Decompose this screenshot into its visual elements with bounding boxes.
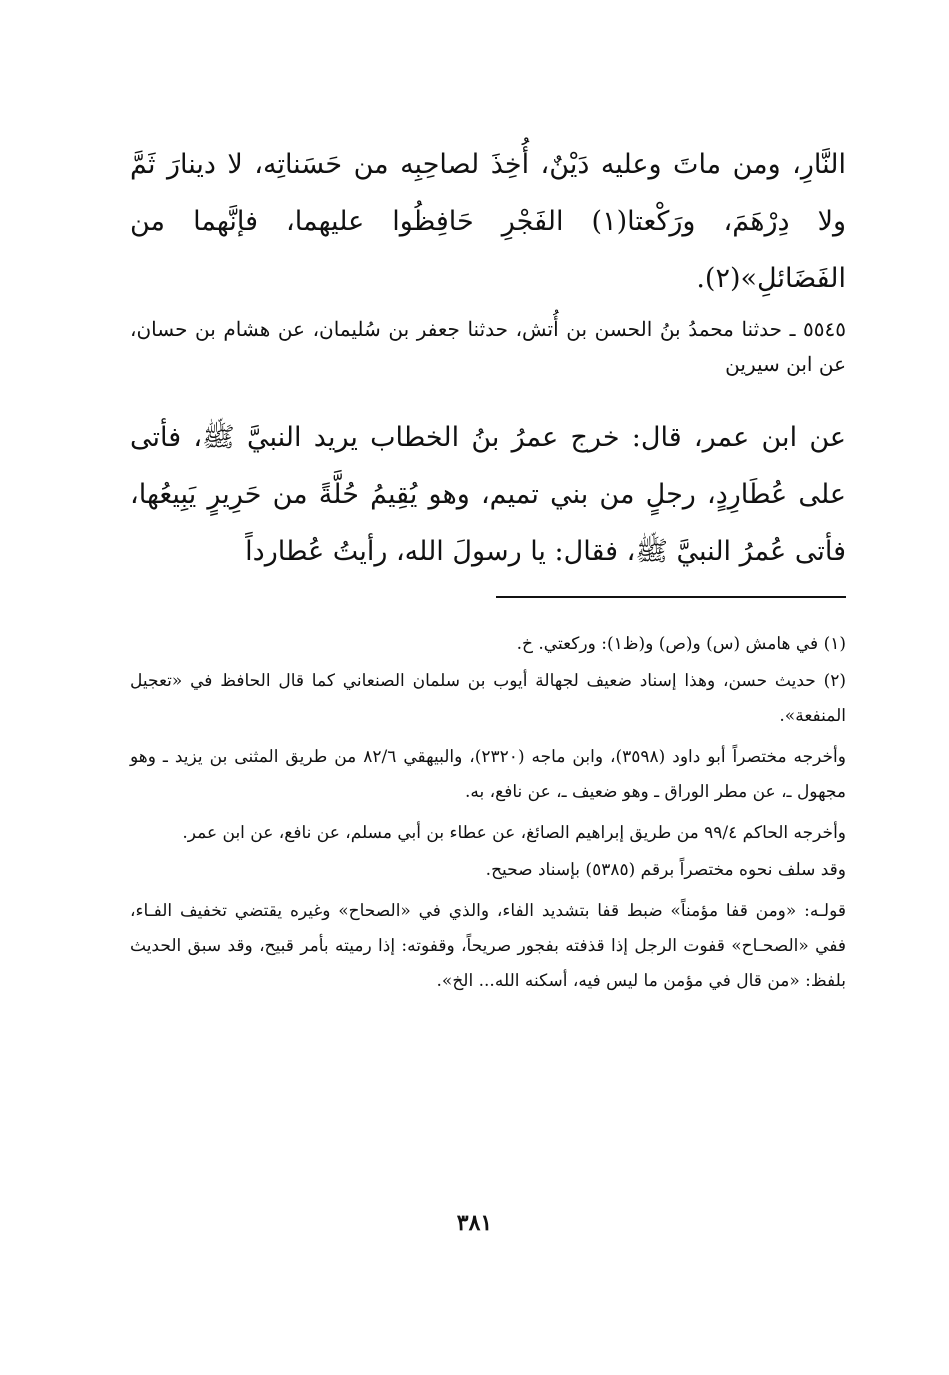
footnote-1: (١) في هامش (س) و(ص) و(ظ١): وركعتي. خ. [516,634,846,654]
footnote-2-explanation: قولـه: «ومن قفا مؤمناً» ضبط قفا بتشديد الفاء، والذي في «الصحاح» وغيره يقتضي تخفيف الفـاء، ففي «الصحـاح» قفوت الرجل إذا قذفته بفجور صريحاً، وقفوته: إذا رميته بأمر قبيح، وقد سبق الحديث بلفظ: «من قال في مؤمن ما ليس فيه، أسكنه الله... الخ». [130,901,846,991]
footnote-2-takhrij-1: وأخرجه مختصراً أبو داود (٣٥٩٨)، وابن ماجه (٢٣٢٠)، والبيهقي ٨٢/٦ من طريق المثنى بن يزيد ـ وهو مجهول ـ، عن مطر الوراق ـ وهو ضعيف ـ، عن نافع، به. [130,747,846,802]
body-text: النَّارِ، ومن ماتَ وعليه دَيْنٌ، أُخِذَ لصاحِبِه من حَسَناتِه، لا دينارَ ثَمَّ ولا دِرْهَمَ، ورَكْعتا(١) الفَجْرِ حَافِظُوا عليهما، فإنَّهما من الفَضَائلِ»(٢). [130,149,847,294]
body-paragraph-continuation [130,136,846,307]
footnote-divider [496,596,846,598]
hadith-number-chain: ٥٥٤٥ ـ حدثنا محمدُ بنُ الحسن بن أُتش، حدثنا جعفر بن سُليمان، عن هشام بن حسان، عن ابن سيرين [130,317,846,376]
body-text: عن ابن عمر، قال: خرج عمرُ بنُ الخطاب يريد النبيَّ ﷺ، فأتى على عُطَارِدٍ، رجلٍ من بني تميم، وهو يُقِيمُ حُلَّةً من حَرِيرٍ يَبِيعُها، فأتى عُمرُ النبيَّ ﷺ، فقال: يا رسولَ الله، رأيتُ عُطارداً [130,422,846,567]
hadith-isnad [130,312,846,382]
hadith-matn [130,409,846,580]
footnote-2-takhrij-2: وأخرجه الحاكم ٩٩/٤ من طريق إبراهيم الصائغ، عن عطاء بن أبي مسلم، عن نافع، عن ابن عمر. [182,823,846,843]
page-number: ٣٨١ [456,1210,493,1236]
footnote-2: (٢) حديث حسن، وهذا إسناد ضعيف لجهالة أيوب بن سلمان الصنعاني كما قال الحافظ في «تعجيل المنفعة». [130,671,846,726]
footnotes [130,627,846,1001]
footnote-2-takhrij-3: وقد سلف نحوه مختصراً برقم (٥٣٨٥) بإسناد صحيح. [485,860,846,880]
